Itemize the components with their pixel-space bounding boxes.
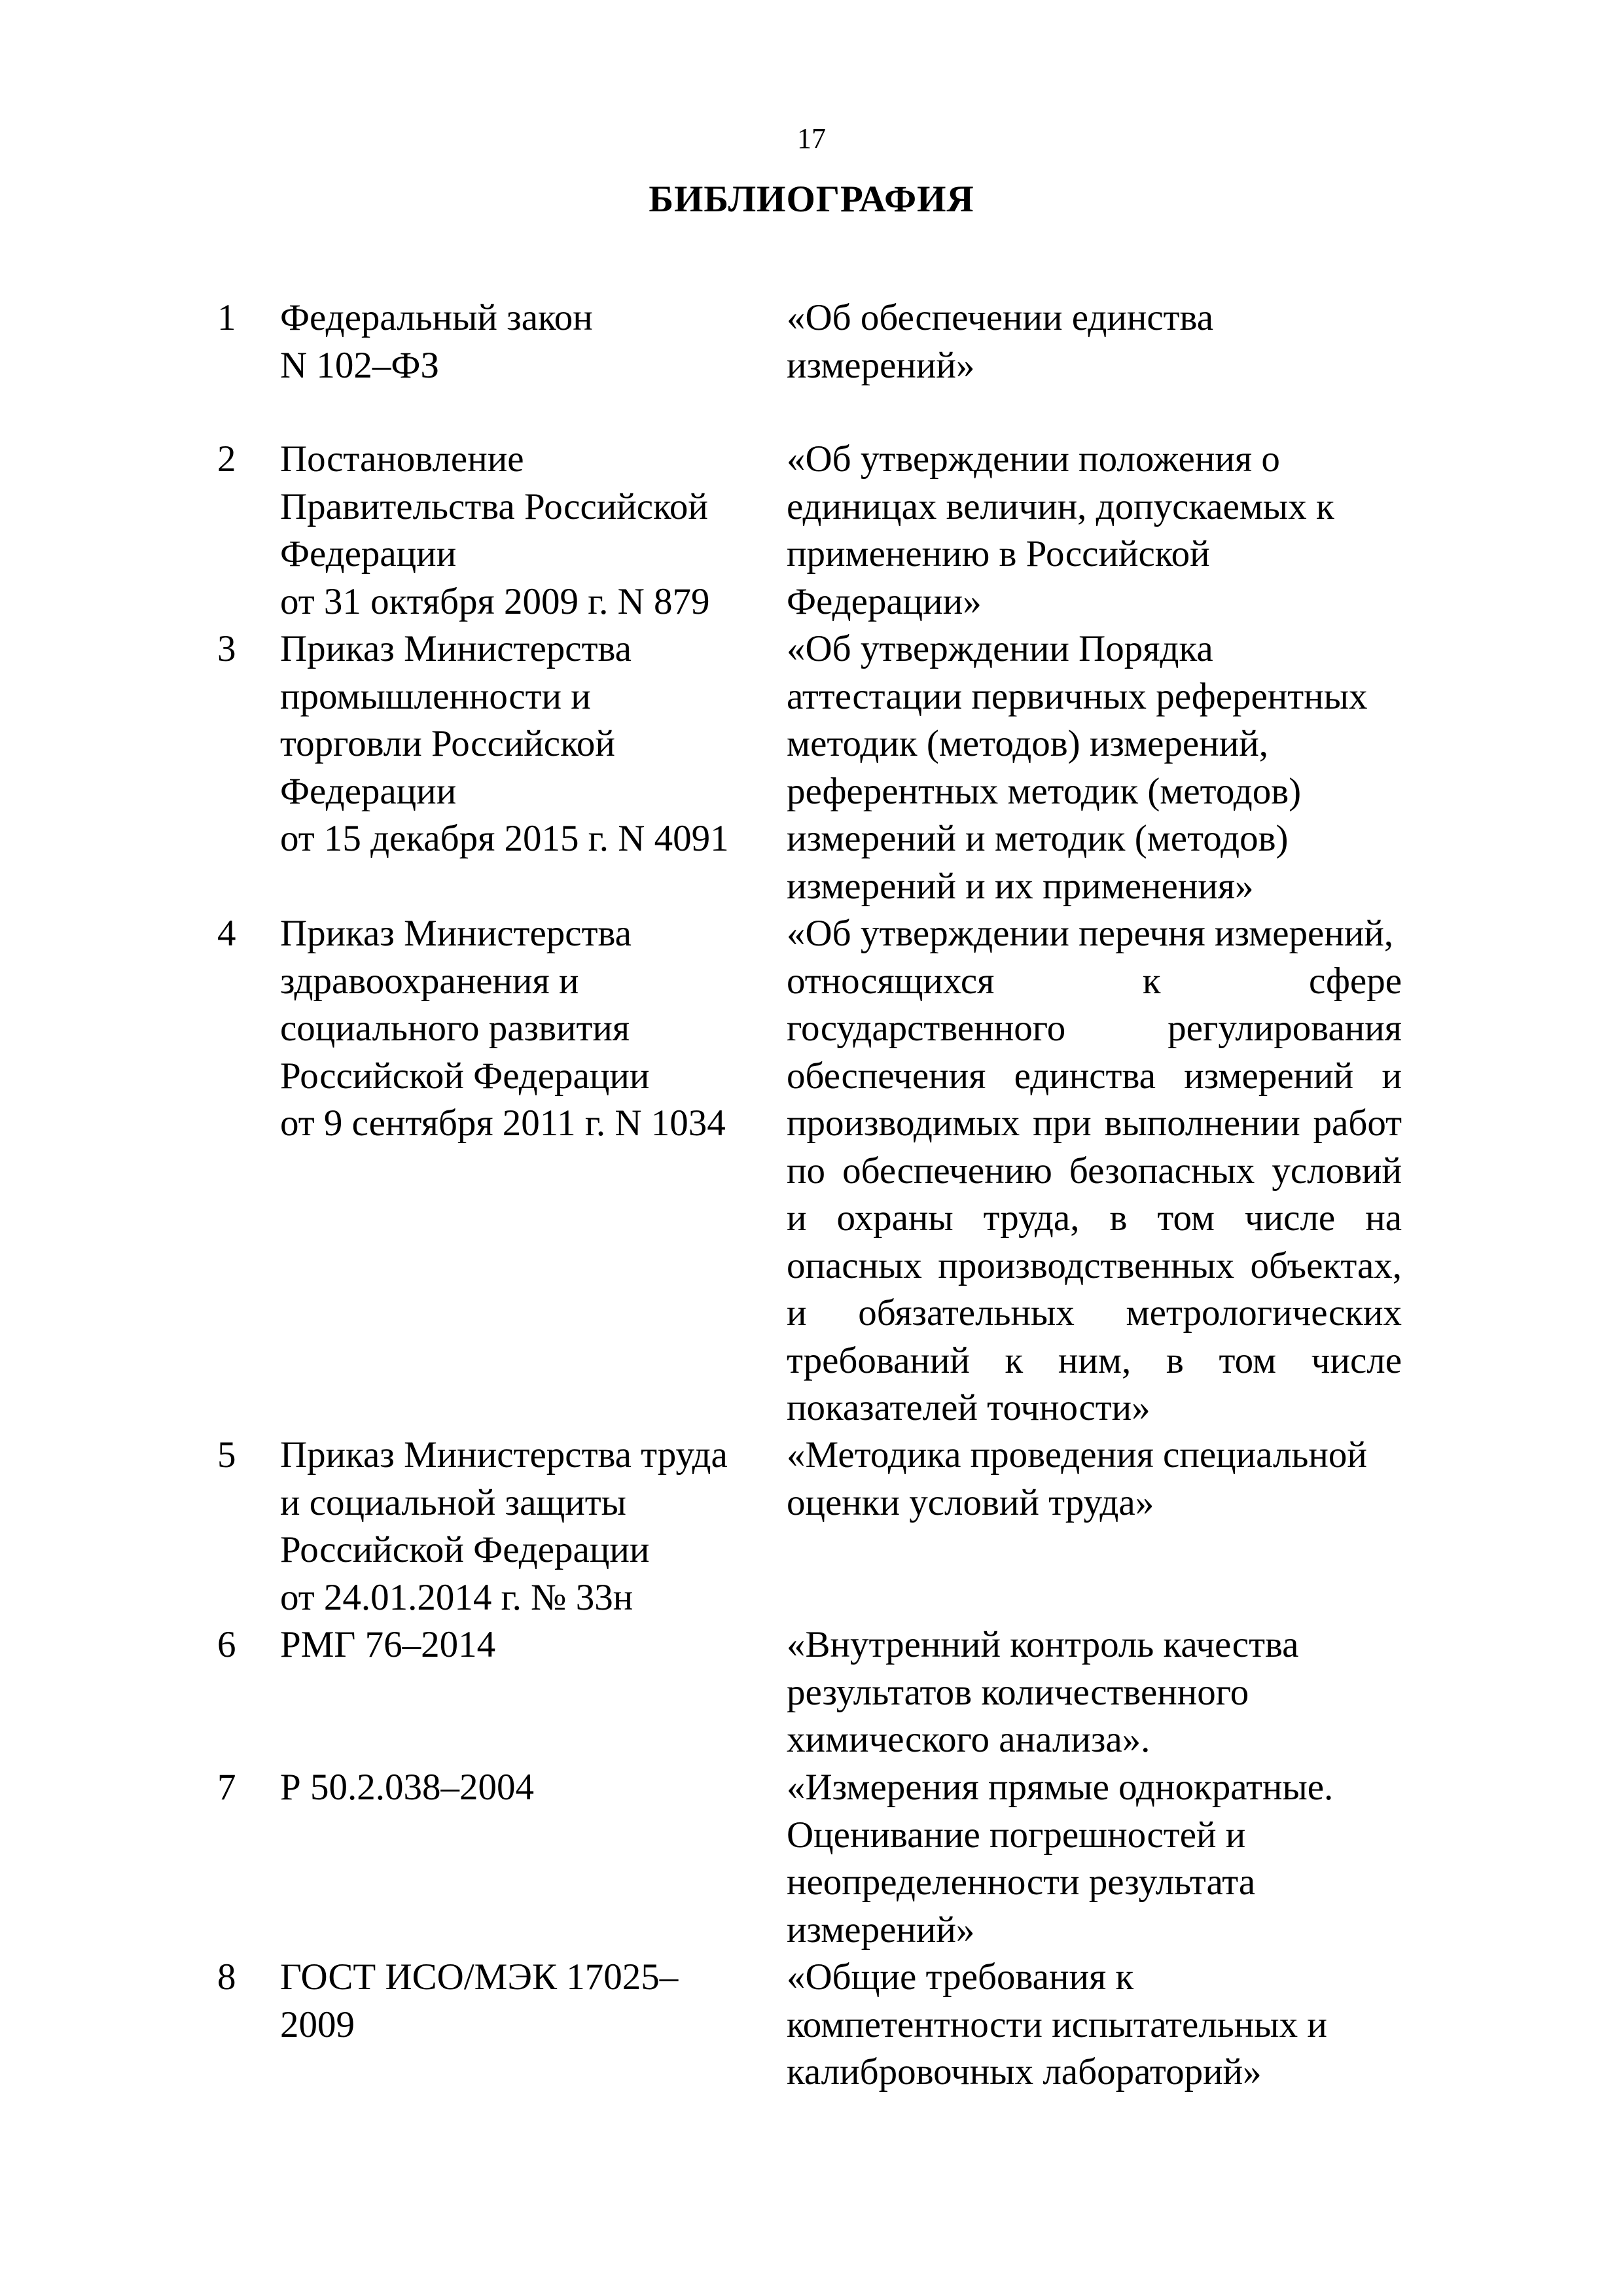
entry-title-line: применению в Российской xyxy=(787,533,1210,574)
entry-source-line: торговли Российской xyxy=(280,723,615,764)
entry-title-line: калибровочных лабораторий» xyxy=(787,2051,1262,2093)
entry-title-line: аттестации первичных референтных xyxy=(787,675,1368,717)
entry-number: 8 xyxy=(217,1956,236,1998)
entry-source-line: Приказ Министерства труда xyxy=(280,1434,728,1475)
entry-title-line: измерений» xyxy=(787,1909,975,1951)
entry-title-line: показателей точности» xyxy=(787,1387,1150,1428)
entry-source xyxy=(280,1954,777,2049)
entry-source-line: Федеральный закон xyxy=(280,297,593,338)
entry-title-line: Оценивание погрешностей и xyxy=(787,1814,1246,1856)
entry-title-line: неопределенности результата xyxy=(787,1862,1256,1903)
entry-source-line: и социальной защиты xyxy=(280,1481,626,1523)
entry-title xyxy=(787,910,1402,1432)
entry-source-line: ГОСТ ИСО/МЭК 17025– xyxy=(280,1956,679,1998)
entry-number: 3 xyxy=(217,628,236,669)
entry-title xyxy=(787,1954,1402,2096)
entry-number: 5 xyxy=(217,1434,236,1475)
entry-title-line: измерений и методик (методов) xyxy=(787,818,1289,859)
page-number: 17 xyxy=(797,122,826,154)
entry-title-line: измерений» xyxy=(787,344,975,386)
entry-source xyxy=(280,626,777,863)
entry-title xyxy=(787,626,1402,910)
entry-title-line: «Об утверждении положения о xyxy=(787,438,1280,480)
entry-number: 2 xyxy=(217,438,236,480)
entry-source xyxy=(280,910,777,1148)
entry-source-line: социального развития xyxy=(280,1008,630,1049)
entry-title-line: «Об обеспечении единства xyxy=(787,297,1214,338)
entry-title-line: «Общие требования к xyxy=(787,1956,1134,1998)
entry-source-line: здравоохранения и xyxy=(280,960,579,1002)
entry-title-line: Федерации» xyxy=(787,580,982,622)
page-title: БИБЛИОГРАФИЯ xyxy=(649,179,974,220)
entry-title-line: опасных производственных объектах, xyxy=(787,1245,1402,1286)
entry-source-line: N 102–ФЗ xyxy=(280,344,440,386)
entry-number: 1 xyxy=(217,297,236,338)
entry-title-line: единицах величин, допускаемых к xyxy=(787,486,1334,527)
entry-source-line: Федерации xyxy=(280,770,457,812)
entry-title-line: и обязательных метрологических xyxy=(787,1292,1402,1333)
entry-source-line: Постановление xyxy=(280,438,524,480)
entry-number: 6 xyxy=(217,1624,236,1665)
entry-source xyxy=(280,294,777,389)
entry-title-line: «Об утверждении перечня измерений, xyxy=(787,913,1394,954)
entry-source-line: Приказ Министерства xyxy=(280,913,632,954)
entry-title-line: референтных методик (методов) xyxy=(787,770,1302,812)
entry-source-line: промышленности и xyxy=(280,675,591,717)
entry-source-line: Российской Федерации xyxy=(280,1529,650,1570)
entry-source xyxy=(280,1432,777,1621)
entry-title xyxy=(787,1432,1402,1527)
entry-source-line: от 31 октября 2009 г. N 879 xyxy=(280,580,710,622)
entry-source xyxy=(280,1764,777,1812)
entry-title-line: методик (методов) измерений, xyxy=(787,723,1268,764)
entry-source-line: 2009 xyxy=(280,2004,355,2045)
entry-title xyxy=(787,436,1402,626)
entry-source-line: РМГ 76–2014 xyxy=(280,1624,496,1665)
entry-source-line: от 9 сентября 2011 г. N 1034 xyxy=(280,1103,726,1144)
entry-source-line: Федерации xyxy=(280,533,457,574)
entry-number: 7 xyxy=(217,1767,236,1808)
entry-title-line: по обеспечению безопасных условий xyxy=(787,1150,1402,1192)
entry-title-line: «Измерения прямые однократные. xyxy=(787,1767,1334,1808)
entry-title-line: относящихся к сфере xyxy=(787,960,1402,1002)
entry-title-line: компетентности испытательных и xyxy=(787,2004,1327,2045)
entry-title-line: и охраны труда, в том числе на xyxy=(787,1197,1402,1239)
entry-title-line: измерений и их применения» xyxy=(787,865,1254,907)
entry-title-line: «Методика проведения специальной xyxy=(787,1434,1367,1475)
entry-source-line: Р 50.2.038–2004 xyxy=(280,1767,534,1808)
entry-source-line: Приказ Министерства xyxy=(280,628,632,669)
entry-title-line: «Об утверждении Порядка xyxy=(787,628,1213,669)
entry-title-line: результатов количественного xyxy=(787,1671,1249,1713)
entry-source-line: от 15 декабря 2015 г. N 4091 xyxy=(280,818,729,859)
entry-title xyxy=(787,1764,1402,1954)
entry-title xyxy=(787,294,1402,389)
entry-title-line: «Внутренний контроль качества xyxy=(787,1624,1299,1665)
entry-title-line: требований к ним, в том числе xyxy=(787,1339,1402,1381)
entry-source-line: Правительства Российской xyxy=(280,486,708,527)
entry-number: 4 xyxy=(217,913,236,954)
entry-title-line: оценки условий труда» xyxy=(787,1481,1154,1523)
entry-source xyxy=(280,1621,777,1669)
entry-source-line: от 24.01.2014 г. № 33н xyxy=(280,1576,633,1618)
entry-title xyxy=(787,1621,1402,1764)
entry-title-line: производимых при выполнении работ xyxy=(787,1103,1402,1144)
entry-title-line: государственного регулирования xyxy=(787,1008,1402,1049)
entry-source-line: Российской Федерации xyxy=(280,1055,650,1097)
entry-title-line: обеспечения единства измерений и xyxy=(787,1055,1402,1097)
entry-source xyxy=(280,436,777,626)
entry-title-line: химического анализа». xyxy=(787,1719,1150,1760)
